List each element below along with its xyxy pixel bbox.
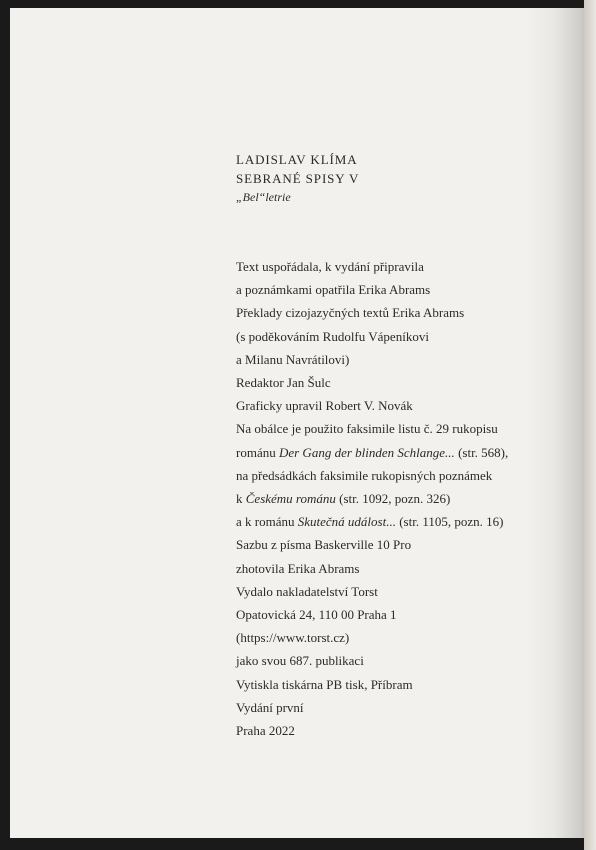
- colophon-line: a Milanu Navrátilovi): [236, 351, 350, 367]
- colophon-line: jako svou 687. publikaci: [236, 653, 364, 669]
- text-segment: k: [236, 491, 246, 507]
- series-title: SEBRANÉ SPISY V: [236, 171, 360, 186]
- colophon-line: zhotovila Erika Abrams: [236, 560, 360, 576]
- colophon-line: Opatovická 24, 110 00 Praha 1: [236, 607, 397, 623]
- colophon-line: Na obálce je použito faksimile listu č. 29 rukopisu: [236, 421, 498, 437]
- novel-title: Českému románu: [245, 491, 336, 507]
- text-segment: (str. 1092, pozn. 326): [335, 491, 451, 507]
- next-page-edge: [584, 0, 596, 850]
- colophon-line: Překlady cizojazyčných textů Erika Abrams: [236, 305, 465, 321]
- colophon-line: Vytiskla tiskárna PB tisk, Příbram: [236, 676, 413, 692]
- text-segment: románu: [236, 444, 279, 460]
- volume-subtitle: „Bel“letrie: [236, 190, 291, 204]
- text-segment: (str. 1105, pozn. 16): [395, 514, 504, 530]
- colophon-line: Redaktor Jan Šulc: [236, 375, 331, 391]
- colophon-line: Praha 2022: [236, 723, 295, 739]
- colophon-line: na předsádkách faksimile rukopisných poznámek: [236, 467, 493, 483]
- novel-title: Skutečná událost...: [297, 514, 396, 530]
- colophon-line: Vydalo nakladatelství Torst: [236, 583, 378, 599]
- novel-title: Der Gang der blinden Schlange...: [278, 444, 455, 460]
- colophon-line: (s poděkováním Rudolfu Vápeníkovi: [236, 328, 429, 344]
- colophon: [236, 255, 576, 742]
- colophon-line: (https://www.torst.cz): [236, 630, 350, 646]
- colophon-line-cesky: [236, 487, 576, 510]
- colophon-line: Sazbu z písma Baskerville 10 Pro: [236, 537, 412, 553]
- title-block: [236, 150, 359, 206]
- colophon-line: a poznámkami opatřila Erika Abrams: [236, 282, 431, 298]
- colophon-line: Text uspořádala, k vydání připravila: [236, 259, 424, 274]
- colophon-line: Graficky upravil Robert V. Novák: [236, 398, 413, 414]
- author-name: LADISLAV KLÍMA: [236, 152, 358, 167]
- text-segment: (str. 568),: [454, 444, 509, 460]
- colophon-line-novel: [236, 441, 576, 464]
- text-segment: a k románu: [236, 514, 298, 530]
- colophon-line: Vydání první: [236, 699, 304, 715]
- colophon-line-skutecna: [236, 510, 576, 533]
